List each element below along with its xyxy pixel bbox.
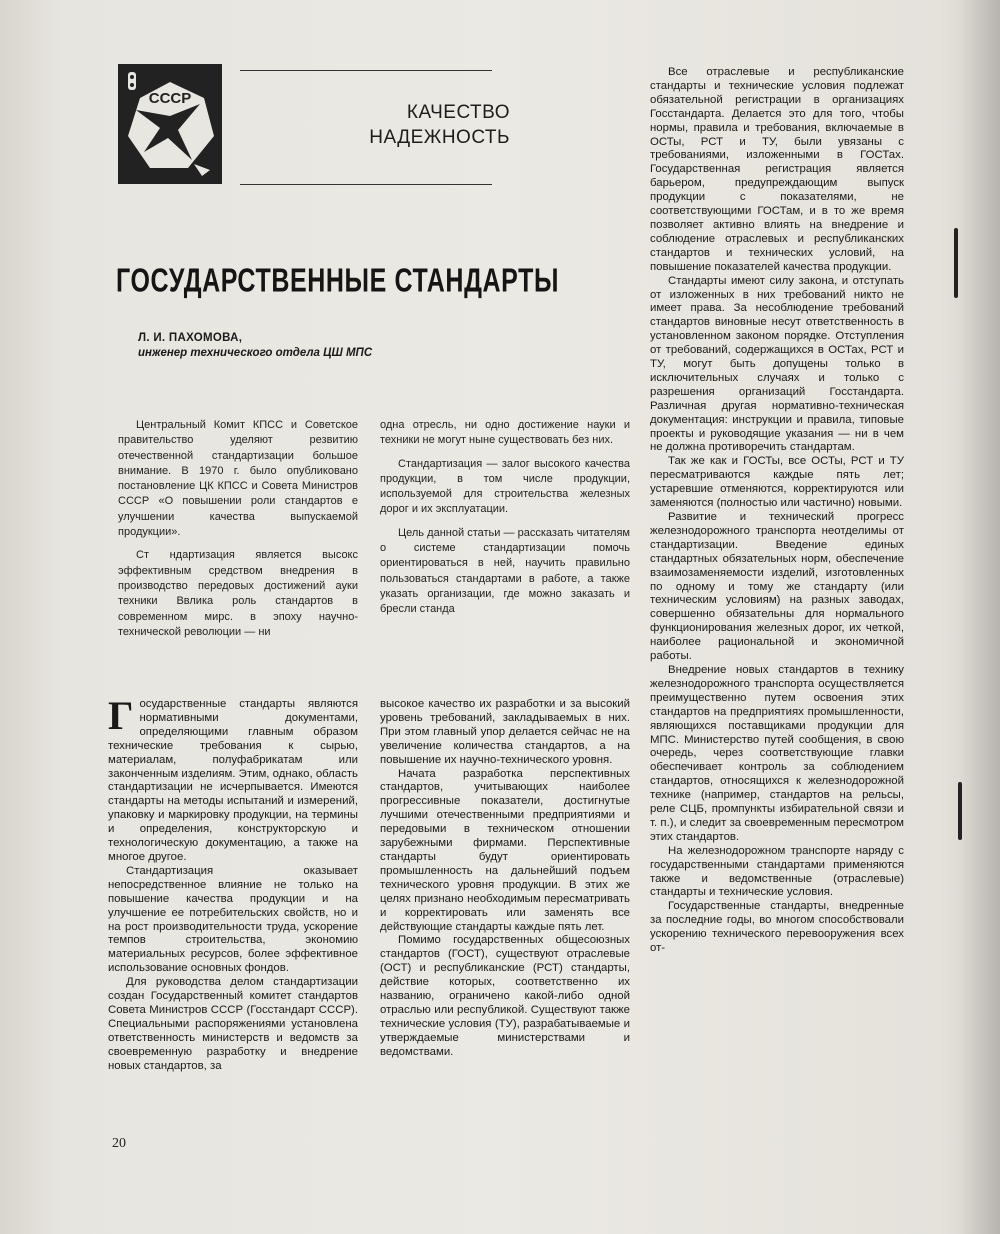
rubric-line-1: КАЧЕСТВО bbox=[406, 102, 510, 123]
body-paragraph: На железнодорожном транспорте наряду с государственными стандартами применяются также и ведомственные (отраслевые) стандарты и технические условия. bbox=[650, 844, 904, 899]
lead-paragraph: одна отресль, ни одно достижение науки и техники не могут ныне существовать без них. bbox=[380, 419, 630, 447]
quality-mark-emblem bbox=[118, 64, 222, 184]
lead-paragraph: Цель данной статьи — рассказать читателям о системе стандартизации помочь ориентироваться в ней, научить правильно пользоваться стандартами в работе, а также указать организации, где можно заказать и бресли станда bbox=[380, 526, 630, 616]
lead-column-left bbox=[118, 418, 358, 648]
body-paragraph: Начата разработка перспективных стандартов, учитывающих наиболее прогрессивные показатели, достигнутые лучшими отечественными предприятиями и передовыми в техническом отношении зарубежными фирмами. Перспективные стандарты будут ориентировать промышленность на дальнейший подъем технического уровня продукции. В этих же целях признано необходимым пересматривать и корректировать или заменять все действующие стандарты каждые пять лет. bbox=[380, 767, 630, 933]
header-rule-bottom bbox=[240, 184, 492, 185]
drop-cap: Г bbox=[108, 693, 134, 738]
body-paragraph: Развитие и технический прогресс железнодорожного транспорта неотделимы от стандартизации. Введение единых стандартных обязательных норм, обеспечение взаимозаменяемости изделий, изготовленных по одному и тому же стандарту (или техническим условиям) на разных заводах, совершенно обязательны для нормального функционирования железных дорог, их четкой, наиболее рациональной и экономичной работы. bbox=[650, 511, 904, 663]
body-paragraph: Для руководства делом стандартизации создан Государственный комитет стандартов Совета Министров СССР (Госстандарт СССР). Специальными распоряжениями установлена ответственность министерств и ведомств за своевременную разработку и внедрение новых стандартов, за bbox=[108, 976, 358, 1072]
lead-paragraph: Центральный Комит КПСС и Советское правительство уделяют резвитию отечественной стандартизации большое внимание. В 1970 г. было опубликовано постановление ЦК КПСС и Совета Министров СССР «О повышении роли стандартов е улучшении качества выпускаемой продукции». bbox=[118, 419, 358, 539]
emblem-text: СССР bbox=[148, 90, 192, 107]
lead-column-right bbox=[380, 418, 630, 626]
body-column-1 bbox=[108, 693, 358, 1073]
body-paragraph: Стандартизация оказывает непосредственное влияние не только на повышение качества продукции и на улучшение ее потребительских свойств, но и на рост производительности труда, ускорение темпов строительства, экономию материальных ресурсов, более эффективное использование основных фондов. bbox=[108, 864, 358, 975]
body-column-3 bbox=[650, 66, 904, 956]
rubric bbox=[340, 100, 510, 150]
author-block bbox=[138, 331, 518, 361]
paragraph-text: осударственные стандарты являются нормативными документами, определяющими главным образом технические требования к сырью, материалам, полуфабрикатам или законченным изделиям. Этим, однако, область стандартизации не исчерпывается. Имеются стандарты на методы испытаний и измерений, упаковку и маркировку продукции, на термины и определения, конструкторскую и технологическую документацию, а также на многое другое. bbox=[108, 698, 358, 863]
quality-mark-icon bbox=[118, 64, 222, 184]
lead-paragraph: Ст ндартизация является высокс эффективным средством внедрения в производство передовых достижений ауки техники Ввлика роль стандартов в современном мирс. в эпоху научно-технической революции — ни bbox=[118, 549, 358, 638]
body-paragraph: Стандарты имеют силу закона, и отступать от изложенных в них требований никто не имеет права. За несоблюдение требований стандартов виновные несут ответственность в установленном законом порядке. Отступления от требований, содержащихся в ОСТах, РСТ и ТУ, могут быть допущены только в исключительных случаях и только с разрешения организаций Госстандарта. Различная другая нормативно-техническая документация: инструкции и правила, типовые проекты и руководящие указания — ни в чем не должна противоречить стандартам. bbox=[650, 274, 904, 454]
article-headline: ГОСУДАРСТВЕННЫЕ СТАНДАРТЫ bbox=[116, 262, 560, 300]
author-role: инженер технического отдела ЦШ МПС bbox=[138, 347, 373, 359]
margin-mark bbox=[954, 228, 958, 298]
body-paragraph: Государственные стандарты, внедренные за последние годы, во многом способствовали ускорению технического перевооружения всех от- bbox=[650, 900, 904, 955]
body-paragraph bbox=[108, 693, 358, 865]
body-paragraph: Все отраслевые и республиканские стандарты и технические условия подлежат обязательной регистрации в организациях Госстандарта. Делается это для того, чтобы нормы, правила и требования, включаемые в ОСТы, РСТ и ТУ, были увязаны с требованиями, изложенными в ГОСТах. Государственная регистрация является барьером, предупреждающим выпуск продукции с показателями, не соответствующими ГОСТам, и в то же время позволяет активно влиять на внедрение и соблюдение отраслевых и республиканских стандартов и технических условий, на повышение показателей качества продукции. bbox=[650, 66, 904, 273]
body-paragraph: высокое качество их разработки и за высокий уровень требований, закладываемых в них. При этом главный упор делается сейчас не на увеличение количества стандартов, а на повышение их научно-технического уровня. bbox=[380, 698, 630, 766]
body-paragraph: Помимо государственных общесоюзных стандартов (ГОСТ), существуют отраслевые (ОСТ) и республиканские (РСТ) стандарты, действие которых, соответственно их названию, ограничено какой-либо одной отраслью или республикой. Существуют также технические условия (ТУ), разрабатываемые и утверждаемые министерствами и ведомствами. bbox=[380, 934, 630, 1058]
body-column-2 bbox=[380, 698, 630, 1060]
body-paragraph: Внедрение новых стандартов в технику железнодорожного транспорта осуществляется преимущественно путем освоения этих стандартов на предприятиях промышленности, являющихся поставщиками продукции для МПС. Министерство путей сообщения, в свою очередь, через соответствующие главки обеспечивает контроль за соблюдением стандартов, относящихся к железнодорожной технике (например, стандартов на рельсы, реле СЦБ, промпункты избирательной связи и т. п.), и следит за своевременным пересмотром этих стандартов. bbox=[650, 663, 904, 843]
author-name: Л. И. ПАХОМОВА, bbox=[138, 332, 243, 344]
header-rule-top bbox=[240, 70, 492, 71]
lead-paragraph: Стандартизация — залог высокого качества продукции, в том числе продукции, используемой для строительства железных дорог и их эксплуатации. bbox=[380, 457, 630, 516]
margin-mark bbox=[958, 782, 962, 840]
page-number: 20 bbox=[112, 1136, 126, 1151]
rubric-line-2: НАДЕЖНОСТЬ bbox=[369, 127, 510, 148]
page-edge-shadow bbox=[960, 0, 1000, 1234]
body-paragraph: Так же как и ГОСТы, все ОСТы, РСТ и ТУ пересматриваются каждые пять лет; устаревшие отменяются, корректируются или заменяются (полностью или частично) новыми. bbox=[650, 455, 904, 510]
